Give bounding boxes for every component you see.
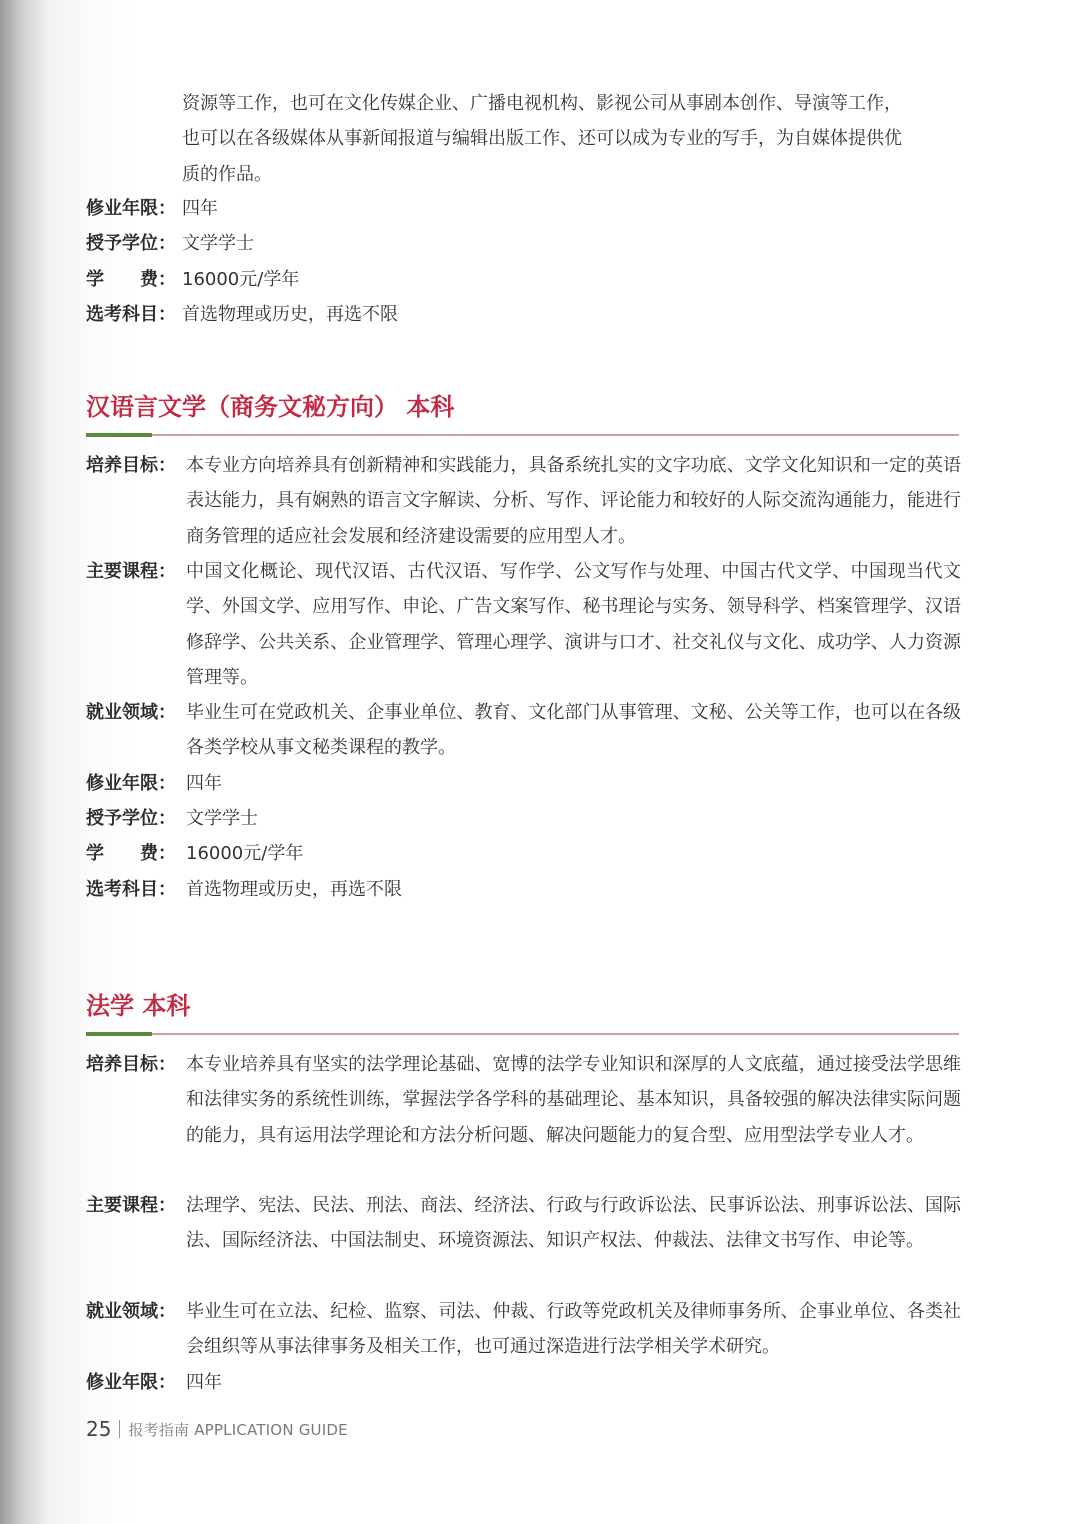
divider-accent — [86, 1032, 152, 1036]
goal-row — [86, 448, 966, 554]
section-heading: 汉语言文学（商务文秘方向） 本科 — [86, 393, 455, 421]
career-row — [86, 695, 966, 766]
degree-value: 文学学士 — [186, 808, 258, 829]
duration-value: 四年 — [182, 198, 218, 219]
courses-value: 中国文化概论、现代汉语、古代汉语、写作学、公文写作与处理、中国古代文学、中国现当代文学、外国文学、应用写作、申论、广告文案写作、秘书理论与实务、领导科学、档案管理学、汉语修辞学、公共关系、企业管理学、管理心理学、演讲与口才、社交礼仪与文化、成功学、人力资源管理等。 — [186, 561, 961, 688]
divider-line — [152, 1033, 959, 1035]
goal-value: 本专业方向培养具有创新精神和实践能力，具备系统扎实的文字功底、文学文化知识和一定的英语表达能力，具有娴熟的语言文字解读、分析、写作、评论能力和较好的人际交流沟通能力，能进行商务管理的适应社会发展和经济建设需要的应用型人才。 — [186, 455, 961, 547]
degree-value: 文学学士 — [182, 233, 254, 254]
goal-label: 培养目标： — [86, 455, 176, 476]
subjects-label: 选考科目： — [86, 304, 176, 325]
career-value: 毕业生可在党政机关、企事业单位、教育、文化部门从事管理、文秘、公关等工作，也可以在各级各类学校从事文秘类课程的教学。 — [186, 702, 961, 759]
intro-line: 也可以在各级媒体从事新闻报道与编辑出版工作、还可以成为专业的写手，为自媒体提供优 — [182, 128, 902, 150]
duration-label: 修业年限： — [86, 1372, 176, 1393]
career-label: 就业领域： — [86, 702, 176, 723]
intro-text — [182, 86, 960, 192]
career-value: 毕业生可在立法、纪检、监察、司法、仲裁、行政等党政机关及律师事务所、企事业单位、各类社会组织等从事法律事务及相关工作，也可通过深造进行法学相关学术研究。 — [186, 1301, 961, 1358]
section-heading: 法学 本科 — [86, 992, 191, 1020]
subjects-value: 首选物理或历史，再选不限 — [186, 879, 402, 900]
duration-value: 四年 — [186, 1372, 222, 1393]
section-divider — [86, 1032, 959, 1036]
courses-row — [86, 554, 966, 695]
footer-separator — [119, 1420, 120, 1438]
guide-title: 报考指南 APPLICATION GUIDE — [128, 1420, 348, 1439]
goal-value: 本专业培养具有坚实的法学理论基础、宽博的法学专业知识和深厚的人文底蕴，通过接受法学思维和法律实务的系统性训练，掌握法学各学科的基础理论、基本知识，具备较强的解决法律实际问题的能力，具有运用法学理论和方法分析问题、解决问题能力的复合型、应用型法学专业人才。 — [186, 1054, 961, 1146]
page-footer — [86, 1414, 348, 1444]
section-divider — [86, 433, 959, 437]
intro-line: 资源等工作，也可在文化传媒企业、广播电视机构、影视公司从事剧本创作、导演等工作， — [182, 93, 902, 114]
career-label: 就业领域： — [86, 1301, 176, 1322]
goal-label: 培养目标： — [86, 1054, 176, 1075]
goal-row — [86, 1047, 966, 1188]
subjects-value: 首选物理或历史，再选不限 — [182, 304, 398, 325]
fee-value: 16000元/学年 — [182, 269, 300, 290]
duration-label: 修业年限： — [86, 773, 176, 794]
fee-label: 学 费： — [86, 843, 176, 864]
subjects-label: 选考科目： — [86, 879, 176, 900]
fee-value: 16000元/学年 — [186, 843, 304, 864]
intro-line: 质的作品。 — [182, 163, 272, 185]
degree-label: 授予学位： — [86, 808, 176, 829]
duration-label: 修业年限： — [86, 198, 176, 219]
divider-line — [152, 434, 959, 436]
page-number: 25 — [86, 1417, 112, 1441]
courses-value: 法理学、宪法、民法、刑法、商法、经济法、行政与行政诉讼法、民事诉讼法、刑事诉讼法、国际法、国际经济法、中国法制史、环境资源法、知识产权法、仲裁法、法律文书写作、申论等。 — [186, 1195, 961, 1252]
divider-accent — [86, 433, 152, 437]
courses-row — [86, 1188, 966, 1294]
degree-label: 授予学位： — [86, 233, 176, 254]
career-row — [86, 1294, 966, 1365]
fee-label: 学 费： — [86, 269, 176, 290]
courses-label: 主要课程： — [86, 561, 176, 582]
courses-label: 主要课程： — [86, 1195, 176, 1216]
duration-value: 四年 — [186, 773, 222, 794]
